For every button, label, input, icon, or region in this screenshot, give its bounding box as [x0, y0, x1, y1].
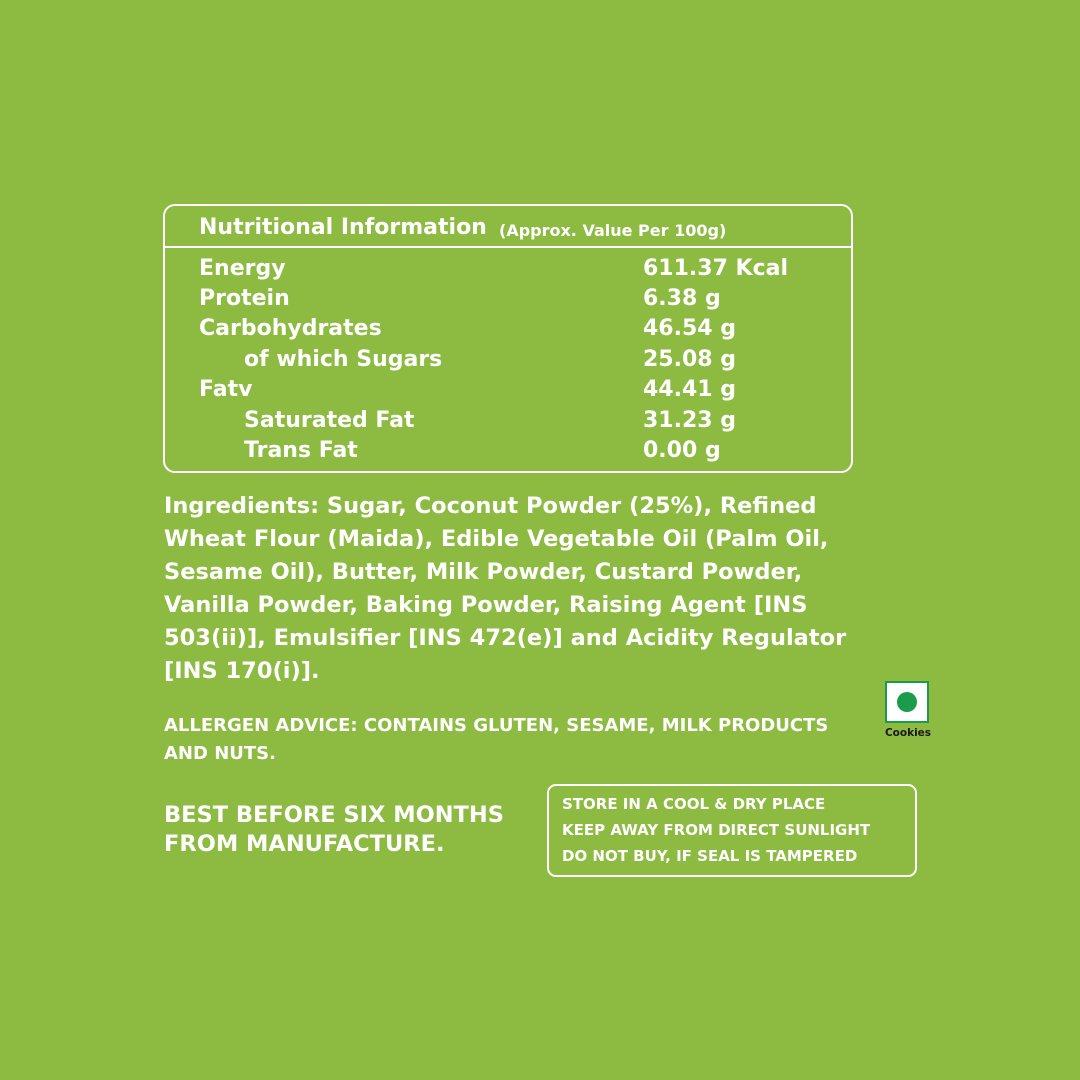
nutrient-name: of which Sugars: [244, 347, 443, 372]
nutrient-row-fat: [165, 377, 851, 407]
ingredients-line: 503(ii)], Emulsifier [INS 472(e)] and Acidity Regulator: [164, 625, 847, 651]
vegetarian-dot-icon: [897, 692, 917, 712]
nutrient-name: Protein: [199, 286, 290, 311]
nutrition-title: Nutritional Information: [199, 215, 487, 240]
best-before-text: [164, 801, 504, 859]
nutrient-row-saturated-fat: [165, 408, 851, 438]
ingredients-line: [INS 170(i)].: [164, 658, 320, 684]
storage-line: STORE IN A COOL & DRY PLACE: [562, 795, 826, 813]
nutrient-value: 44.41 g: [643, 377, 736, 402]
nutrient-value: 46.54 g: [643, 316, 736, 341]
vegetarian-mark-label: Cookies: [884, 727, 932, 739]
nutrient-value: 25.08 g: [643, 347, 736, 372]
nutrient-name: Energy: [199, 256, 286, 281]
nutrition-table: [163, 204, 853, 473]
nutrient-name: Trans Fat: [244, 438, 358, 463]
nutrition-subtitle: (Approx. Value Per 100g): [499, 221, 727, 240]
ingredients-line: Wheat Flour (Maida), Edible Vegetable Oil (Palm Oil,: [164, 526, 829, 552]
storage-line: KEEP AWAY FROM DIRECT SUNLIGHT: [562, 821, 871, 839]
nutrition-header: [165, 206, 851, 248]
best-before-line: FROM MANUFACTURE.: [164, 831, 445, 857]
allergen-line: ALLERGEN ADVICE: CONTAINS GLUTEN, SESAME, MILK PRODUCTS: [164, 715, 829, 736]
storage-instructions-box: [547, 784, 917, 877]
ingredients-text: [164, 490, 884, 688]
best-before-line: BEST BEFORE SIX MONTHS: [164, 802, 504, 828]
nutrient-row-carbohydrates: [165, 316, 851, 346]
nutrient-row-protein: [165, 286, 851, 316]
ingredients-line: Ingredients: Sugar, Coconut Powder (25%), Refined: [164, 493, 817, 519]
nutrient-row-trans-fat: [165, 438, 851, 468]
nutrient-value: 0.00 g: [643, 438, 721, 463]
allergen-line: AND NUTS.: [164, 743, 276, 764]
nutrient-row-energy: [165, 256, 851, 286]
nutrient-value: 611.37 Kcal: [643, 256, 789, 281]
ingredients-line: Vanilla Powder, Baking Powder, Raising Agent [INS: [164, 592, 808, 618]
nutrient-name: Fatv: [199, 377, 253, 402]
nutrient-value: 6.38 g: [643, 286, 721, 311]
nutrient-row-sugars: [165, 347, 851, 377]
nutrient-value: 31.23 g: [643, 408, 736, 433]
storage-line: DO NOT BUY, IF SEAL IS TAMPERED: [562, 847, 858, 865]
nutrient-name: Saturated Fat: [244, 408, 415, 433]
vegetarian-mark-icon: [885, 681, 929, 723]
ingredients-line: Sesame Oil), Butter, Milk Powder, Custard Powder,: [164, 559, 803, 585]
nutrient-name: Carbohydrates: [199, 316, 382, 341]
allergen-advice: [164, 712, 879, 768]
